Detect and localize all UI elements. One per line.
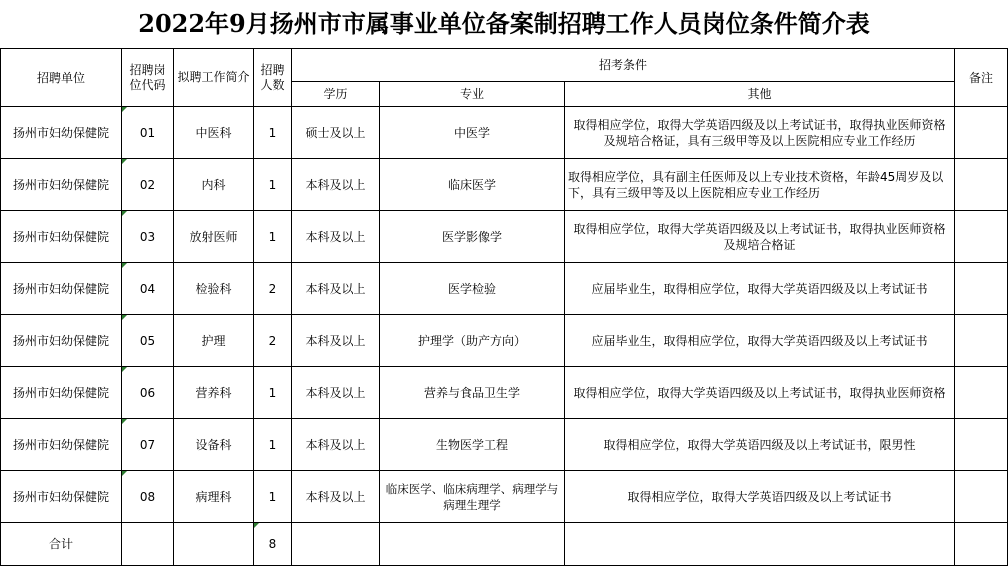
cell-unit: 扬州市妇幼保健院 (1, 471, 122, 523)
cell-code: 06 (122, 367, 174, 419)
total-empty-cell (955, 523, 1008, 566)
cell-remark (955, 367, 1008, 419)
cell-count: 2 (254, 263, 292, 315)
cell-unit: 扬州市妇幼保健院 (1, 159, 122, 211)
page-title: 2022年9月扬州市市属事业单位备案制招聘工作人员岗位条件简介表 (138, 9, 870, 38)
cell-remark (955, 471, 1008, 523)
cell-position: 护理 (174, 315, 254, 367)
cell-code: 01 (122, 107, 174, 159)
table-row (1, 107, 1008, 159)
cell-other: 应届毕业生，取得相应学位，取得大学英语四级及以上考试证书 (565, 263, 955, 315)
header-code: 招聘岗位代码 (122, 49, 174, 107)
cell-count: 1 (254, 471, 292, 523)
cell-code: 07 (122, 419, 174, 471)
cell-education: 本科及以上 (292, 211, 380, 263)
cell-unit: 扬州市妇幼保健院 (1, 107, 122, 159)
cell-code: 08 (122, 471, 174, 523)
cell-other: 取得相应学位，取得大学英语四级及以上考试证书，取得执业医师资格及规培合格证 (565, 211, 955, 263)
cell-count: 1 (254, 159, 292, 211)
header-education: 学历 (292, 82, 380, 107)
cell-other: 取得相应学位，取得大学英语四级及以上考试证书 (565, 471, 955, 523)
total-empty-cell (565, 523, 955, 566)
cell-education: 本科及以上 (292, 263, 380, 315)
cell-major: 医学检验 (380, 263, 565, 315)
cell-remark (955, 159, 1008, 211)
cell-education: 本科及以上 (292, 315, 380, 367)
total-row (1, 523, 1008, 566)
recruitment-table (0, 48, 1008, 566)
cell-position: 检验科 (174, 263, 254, 315)
cell-count: 1 (254, 211, 292, 263)
cell-code: 02 (122, 159, 174, 211)
cell-major: 生物医学工程 (380, 419, 565, 471)
cell-remark (955, 263, 1008, 315)
total-label: 合计 (1, 523, 122, 566)
cell-other: 取得相应学位，取得大学英语四级及以上考试证书，取得执业医师资格及规培合格证，具有三级甲等及以上医院相应专业工作经历 (565, 107, 955, 159)
header-remark: 备注 (955, 49, 1008, 107)
table-row (1, 315, 1008, 367)
header-conditions: 招考条件 (292, 49, 955, 82)
cell-count: 2 (254, 315, 292, 367)
cell-major: 临床医学、临床病理学、病理学与病理生理学 (380, 471, 565, 523)
cell-education: 本科及以上 (292, 471, 380, 523)
table-row (1, 159, 1008, 211)
cell-major: 营养与食品卫生学 (380, 367, 565, 419)
header-unit: 招聘单位 (1, 49, 122, 107)
cell-position: 中医科 (174, 107, 254, 159)
cell-other: 取得相应学位，取得大学英语四级及以上考试证书，限男性 (565, 419, 955, 471)
table-row (1, 211, 1008, 263)
cell-other: 取得相应学位，具有副主任医师及以上专业技术资格，年龄45周岁及以下，具有三级甲等及以上医院相应专业工作经历 (565, 159, 955, 211)
cell-remark (955, 107, 1008, 159)
cell-unit: 扬州市妇幼保健院 (1, 419, 122, 471)
cell-code: 04 (122, 263, 174, 315)
total-count: 8 (254, 523, 292, 566)
header-other: 其他 (565, 82, 955, 107)
cell-major: 医学影像学 (380, 211, 565, 263)
table-row (1, 263, 1008, 315)
header-position: 拟聘工作简介 (174, 49, 254, 107)
cell-count: 1 (254, 367, 292, 419)
cell-education: 本科及以上 (292, 419, 380, 471)
cell-other: 取得相应学位，取得大学英语四级及以上考试证书，取得执业医师资格 (565, 367, 955, 419)
cell-count: 1 (254, 419, 292, 471)
total-empty-cell (174, 523, 254, 566)
cell-remark (955, 315, 1008, 367)
cell-unit: 扬州市妇幼保健院 (1, 263, 122, 315)
cell-other: 应届毕业生，取得相应学位，取得大学英语四级及以上考试证书 (565, 315, 955, 367)
table-row (1, 471, 1008, 523)
header-row (1, 49, 1008, 82)
cell-code: 05 (122, 315, 174, 367)
cell-code: 03 (122, 211, 174, 263)
table-row (1, 367, 1008, 419)
total-empty-cell (380, 523, 565, 566)
cell-unit: 扬州市妇幼保健院 (1, 211, 122, 263)
total-empty-cell (292, 523, 380, 566)
cell-position: 放射医师 (174, 211, 254, 263)
cell-unit: 扬州市妇幼保健院 (1, 315, 122, 367)
cell-count: 1 (254, 107, 292, 159)
cell-major: 临床医学 (380, 159, 565, 211)
total-empty-cell (122, 523, 174, 566)
cell-major: 护理学（助产方向） (380, 315, 565, 367)
cell-remark (955, 211, 1008, 263)
cell-education: 本科及以上 (292, 159, 380, 211)
cell-unit: 扬州市妇幼保健院 (1, 367, 122, 419)
cell-position: 病理科 (174, 471, 254, 523)
cell-major: 中医学 (380, 107, 565, 159)
header-count: 招聘人数 (254, 49, 292, 107)
cell-education: 本科及以上 (292, 367, 380, 419)
cell-position: 设备科 (174, 419, 254, 471)
header-major: 专业 (380, 82, 565, 107)
cell-remark (955, 419, 1008, 471)
cell-education: 硕士及以上 (292, 107, 380, 159)
cell-position: 营养科 (174, 367, 254, 419)
table-row (1, 419, 1008, 471)
cell-position: 内科 (174, 159, 254, 211)
